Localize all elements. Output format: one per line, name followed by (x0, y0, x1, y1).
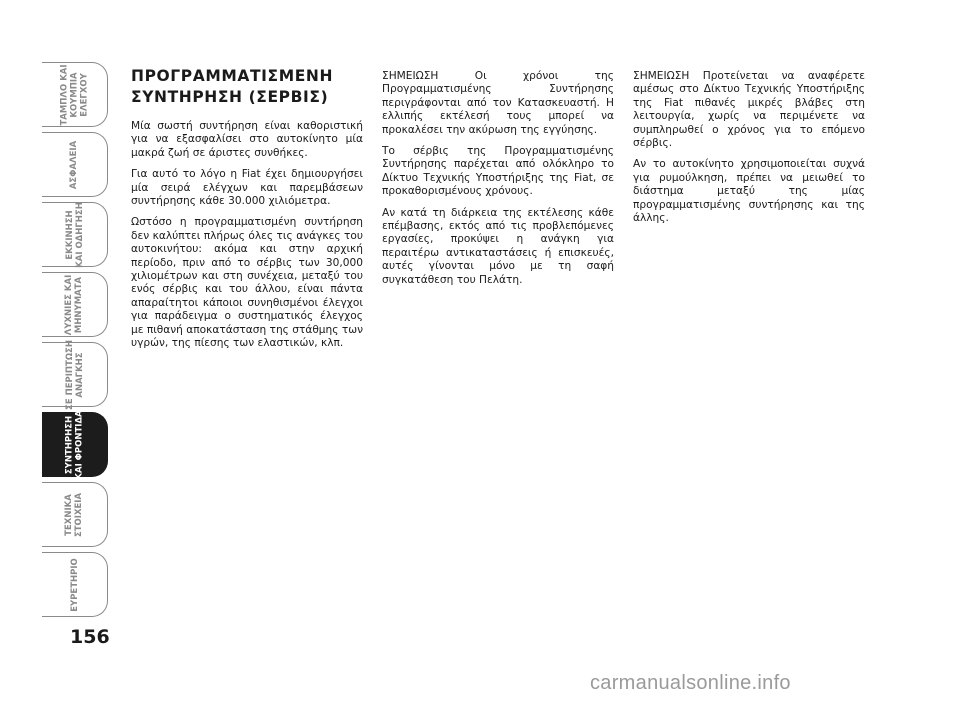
tab-label: ΕΚΚΙΝΗΣΗ ΚΑΙ ΟΔΗΓΗΣΗ (64, 201, 85, 268)
tab-safety[interactable] (42, 132, 108, 197)
paragraph: Το σέρβις της Προγραμματισμένης Συντήρησης παρέχεται από ολόκληρο το Δίκτυο Τεχνικής Υποστήριξης της Fiat, σε προκαθορισμένους χρόνους. (382, 145, 614, 198)
paragraph: Ωστόσο η προγραμματισμένη συντήρηση δεν καλύπτει πλήρως όλες τις ανάγκες του αυτοκινήτου: ακόμα και στην αρχική περίοδο, πριν από το σέρβις των 30,000 χιλιομέτρων και στη συνέχεια, μεταξύ του ενός σέρβις και του άλλου, είναι πάντα απαραίτητοι κάποιοι συνηθισμένοι έλεγχοι για παράδειγμα ο συστηματικός έλεγχος με πιθανή αποκατάσταση της στάθμης των υγρών, της πίεσης των ελαστικών, κλπ. (131, 216, 364, 350)
tab-label: ΕΥΡΕΤΗΡΙΟ (69, 557, 80, 612)
tab-lights-messages[interactable] (42, 272, 108, 337)
tab-index[interactable] (42, 552, 108, 617)
paragraph: Για αυτό το λόγο η Fiat έχει δημιουργήσει μία σειρά ελέγχων και παρεμβάσεων συντήρησης κάθε 30.000 χιλιόμετρα. (131, 168, 363, 208)
tab-label: ΣΥΝΤΗΡΗΣΗ ΚΑΙ ΦΡΟΝΤΙΔΑ (64, 409, 85, 480)
note-paragraph: ΣΗΜΕΙΩΣΗ Οι χρόνοι της Προγραμματισμένης Συντήρησης περιγράφονται από τον Κατασκευαστή. Η ελλιπής εκτέλεσή τους μπορεί να προκαλέσει την ακύρωση της εγγύησης. (382, 70, 614, 136)
tab-emergency[interactable] (42, 339, 108, 410)
watermark: carmanualsonline.info (590, 672, 791, 694)
tab-technical-data[interactable] (42, 482, 108, 547)
paragraph: Μία σωστή συντήρηση είναι καθοριστική για να εξασφαλίσει στο αυτοκίνητο μία μακρά ζωή σε άριστες συνθήκες. (131, 120, 363, 159)
tab-label: ΑΣΦΑΛΕΙΑ (69, 140, 80, 189)
tab-dashboard-controls[interactable] (42, 62, 108, 127)
text-column-3 (633, 70, 865, 233)
page-number: 156 (70, 626, 110, 648)
section-heading: ΠΡΟΓΡΑΜΜΑΤΙΣΜΕΝΗ ΣΥΝΤΗΡΗΣΗ (ΣΕΡΒΙΣ) (131, 67, 334, 106)
text-column-1 (131, 66, 363, 359)
note-paragraph: ΣΗΜΕΙΩΣΗ Προτείνεται να αναφέρετε αμέσως στο Δίκτυο Τεχνικής Υποστήριξης της Fiat πιθανές μικρές βλάβες στη λειτουργία, χωρίς να περιμένετε να συμπληρωθεί ο χρόνος για το επόμενο σέρβις. (633, 70, 865, 150)
tab-label: ΛΥΧΝΙΕΣ ΚΑΙ ΜΗΝΥΜΑΤΑ (64, 274, 85, 335)
tab-label: ΤΕΧΝΙΚΑ ΣΤΟΙΧΕΙΑ (64, 492, 85, 537)
tab-label: ΤΑΜΠΛΟ ΚΑΙ ΚΟΥΜΠΙΑ ΕΛΕΓΧΟΥ (59, 63, 90, 126)
tab-maintenance-care[interactable] (42, 409, 108, 480)
paragraph: Αν το αυτοκίνητο χρησιμοποιείται συχνά για ρυμούλκηση, πρέπει να μειωθεί το διάστημα μεταξύ της μίας προγραμματισμένης συντήρησης και της άλλης. (633, 158, 865, 225)
tab-starting-driving[interactable] (42, 202, 108, 267)
paragraph: Αν κατά τη διάρκεια της εκτέλεσης κάθε επέμβασης, εκτός από τις προβλεπόμενες εργασίες, προκύψει η ανάγκη για περαιτέρω αντικαταστάσεις ή επισκευές, αυτές γίνονται μόνο με τη σαφή συγκατάθεση του Πελάτη. (382, 206, 614, 286)
tab-label: ΣΕ ΠΕΡΙΠΤΩΣΗ ΑΝΑΓΚΗΣ (64, 339, 85, 410)
text-column-2 (382, 70, 614, 295)
